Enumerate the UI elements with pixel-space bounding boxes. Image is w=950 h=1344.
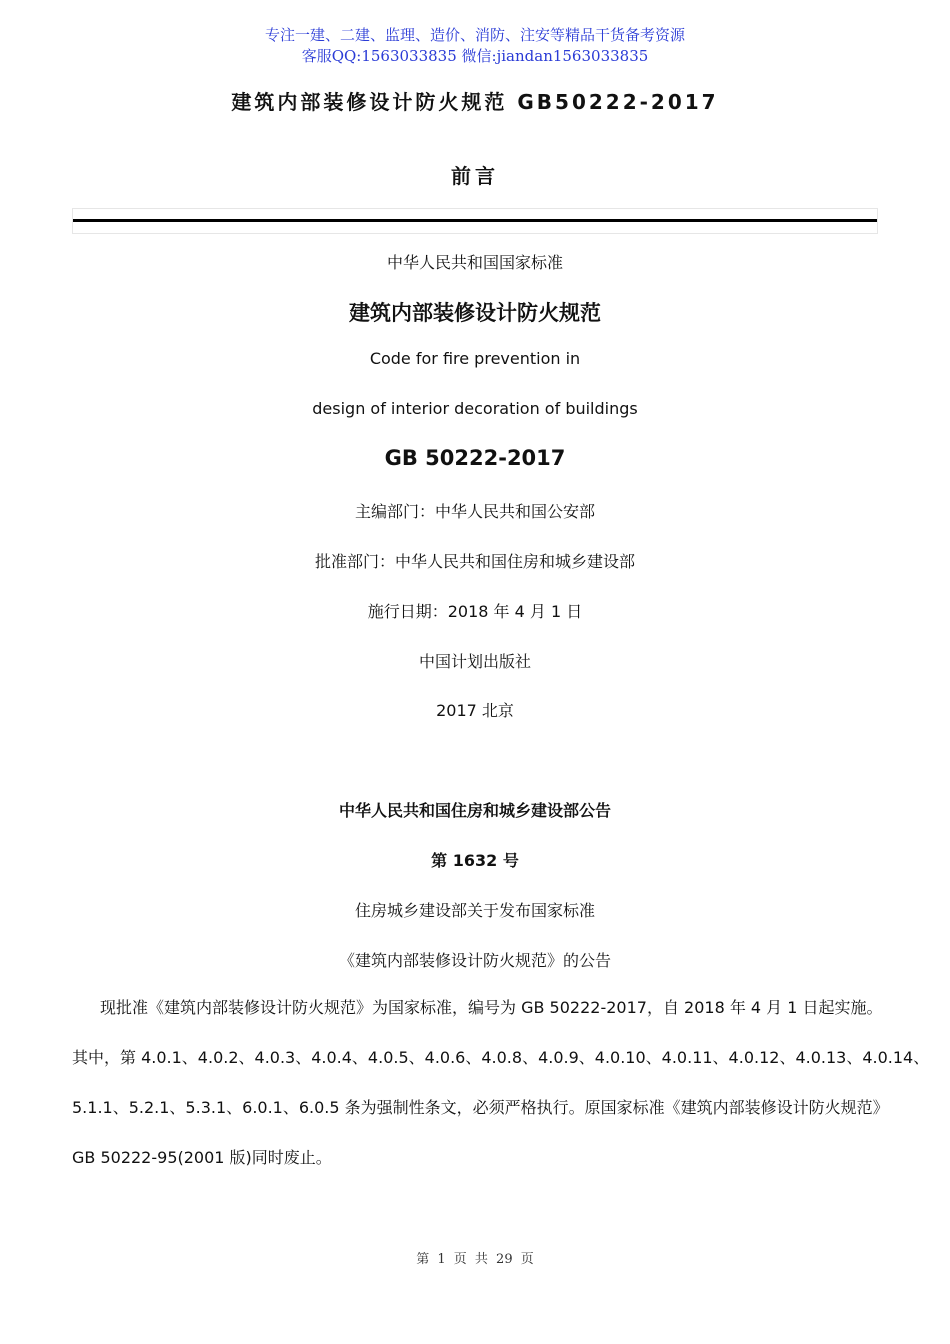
notice-number: 第 1632 号 (431, 851, 519, 870)
promo-line-2: 客服QQ:1563033835 微信:jiandan1563033835 (301, 47, 649, 65)
notice-issuer: 中华人民共和国住房和城乡建设部公告 (338, 801, 611, 820)
publisher: 中国计划出版社 (418, 652, 531, 671)
approval-department: 批准部门：中华人民共和国住房和城乡建设部 (314, 552, 635, 571)
editor-department: 主编部门：中华人民共和国公安部 (354, 502, 595, 521)
promo-line-1: 专注一建、二建、监理、造价、消防、注安等精品干货备考资源 (264, 26, 685, 44)
preface-heading: 前言 (451, 164, 499, 188)
header-rule-box (72, 208, 878, 234)
standard-type: 中华人民共和国国家标准 (386, 253, 563, 272)
header-divider (73, 219, 877, 222)
page-footer: 第 1 页 共 29 页 (416, 1252, 534, 1267)
notice-body (72, 983, 930, 1183)
effective-date: 施行日期：2018 年 4 月 1 日 (367, 602, 583, 621)
notice-body-line: 现批准《建筑内部装修设计防火规范》为国家标准，编号为 GB 50222-2017，自 2018 年 4 月 1 日起实施。 (100, 998, 883, 1017)
cover-title-en-2: design of interior decoration of buildings (312, 399, 638, 418)
cover-title-en-1: Code for fire prevention in (369, 349, 581, 368)
place-year: 2017 北京 (436, 701, 514, 720)
notice-body-line: 其中，第 4.0.1、4.0.2、4.0.3、4.0.4、4.0.5、4.0.6、4.0.8、4.0.9、4.0.10、4.0.11、4.0.12、4.0.13、4.0.14、 (72, 1048, 930, 1067)
cover-title-cn: 建筑内部装修设计防火规范 (349, 301, 601, 325)
notice-subject-2: 《建筑内部装修设计防火规范》的公告 (338, 951, 611, 970)
notice-body-line: 5.1.1、5.2.1、5.3.1、6.0.1、6.0.5 条为强制性条文，必须严格执行。原国家标准《建筑内部装修设计防火规范》 (72, 1098, 889, 1117)
cover-code: GB 50222-2017 (384, 446, 566, 470)
document-title: 建筑内部装修设计防火规范 GB50222-2017 (231, 90, 719, 114)
notice-body-line: GB 50222-95(2001 版)同时废止。 (72, 1148, 332, 1167)
notice-subject-1: 住房城乡建设部关于发布国家标准 (354, 901, 595, 920)
